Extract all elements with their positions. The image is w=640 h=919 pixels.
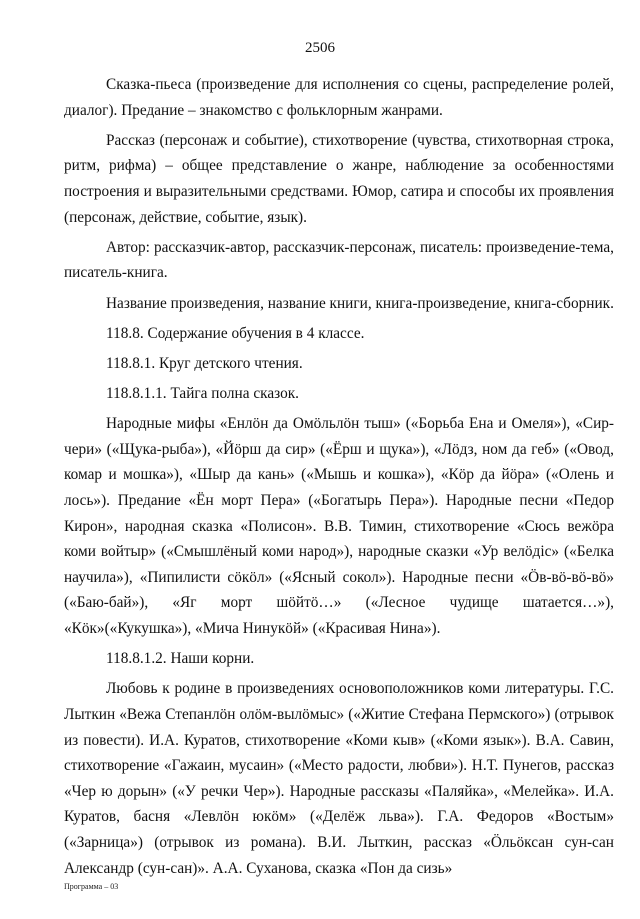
document-body <box>64 72 614 886</box>
paragraph-folk-myths: Народные мифы «Енлӧн да Омӧльлӧн тыш» («Борьба Ена и Омеля»), «Сир-чери» («Щука-рыба»), «Йӧрш да сир» («Ёрш и щука»), «Лӧдз, ном да геб» («Овод, комар и мошка»), «Шыр да кань» («Мышь и кошка»), «Кӧр да йӧра» («Олень и лось»). Предание «Ён морт Пера» («Богатырь Пера»). Народные песни «Педор Кирон», народная сказка «Полисон». В.В. Тимин, стихотворение «Сюсь вежӧра коми войтыр» («Смышлёный коми народ»), народные сказки «Ур велӧдіс» («Белка научила»), «Пипилисти сӧкӧл» («Ясный сокол»). Народные песни «Ӧв-вӧ-вӧ-вӧ» («Баю-бай»), «Яг морт шӧйтӧ…» («Лесное чудище шатается…»), «Кӧк»(«Кукушка»), «Мича Нинукӧй» («Красивая Нина»). <box>64 415 614 638</box>
paragraph-title-book: Название произведения, название книги, книга-произведение, книга-сборник. <box>106 294 614 312</box>
section-heading-118-8-1-1: 118.8.1.1. Тайга полна сказок. <box>106 385 299 403</box>
section-heading-118-8-1-2: 118.8.1.2. Наши корни. <box>106 650 255 668</box>
section-heading-118-8-1: 118.8.1. Круг детского чтения. <box>106 354 303 372</box>
paragraph-author: Автор: рассказчик-автор, рассказчик-персонаж, писатель: произведение-тема, писатель-книга. <box>64 238 614 282</box>
paragraph-fairy-tale-play: Сказка-пьеса (произведение для исполнения со сцены, распределение ролей, диалог). Предание – знакомство с фольклорным жанрами. <box>64 76 614 119</box>
page-number: 2506 <box>305 40 335 56</box>
page-footer: Программа – 03 <box>64 882 119 891</box>
section-heading-118-8: 118.8. Содержание обучения в 4 классе. <box>106 324 365 342</box>
paragraph-story-poem: Рассказ (персонаж и событие), стихотворение (чувства, стихотворная строка, ритм, рифма) – общее представление о жанре, наблюдение за особенностями построения и выразительными средствами. Юмор, сатира и способы их проявления (персонаж, действие, событие, язык). <box>64 131 614 226</box>
paragraph-love-of-homeland: Любовь к родине в произведениях основоположников коми литературы. Г.С. Лыткин «Вежа Степанлӧн олӧм-вылӧмыс» («Житие Стефана Пермского») (отрывок из повести). И.А. Куратов, стихотворение «Коми кыв» («Коми язык»). В.А. Савин, стихотворение «Гажаин, мусаин» («Место радости, любви»). Н.Т. Пунегов, рассказ «Чер ю дорын» («У речки Чер»). Народные рассказы «Паляйка», «Мелейка». И.А. Куратов, басня «Левлӧн юкӧм» («Делёж льва»). Г.А. Федоров «Востым» («Зарница») (отрывок из романа). В.И. Лыткин, рассказ «Ӧльӧксан сун-сан Александр (сун-сан)». А.А. Суханова, сказка «Пон да сизь» <box>64 680 614 877</box>
